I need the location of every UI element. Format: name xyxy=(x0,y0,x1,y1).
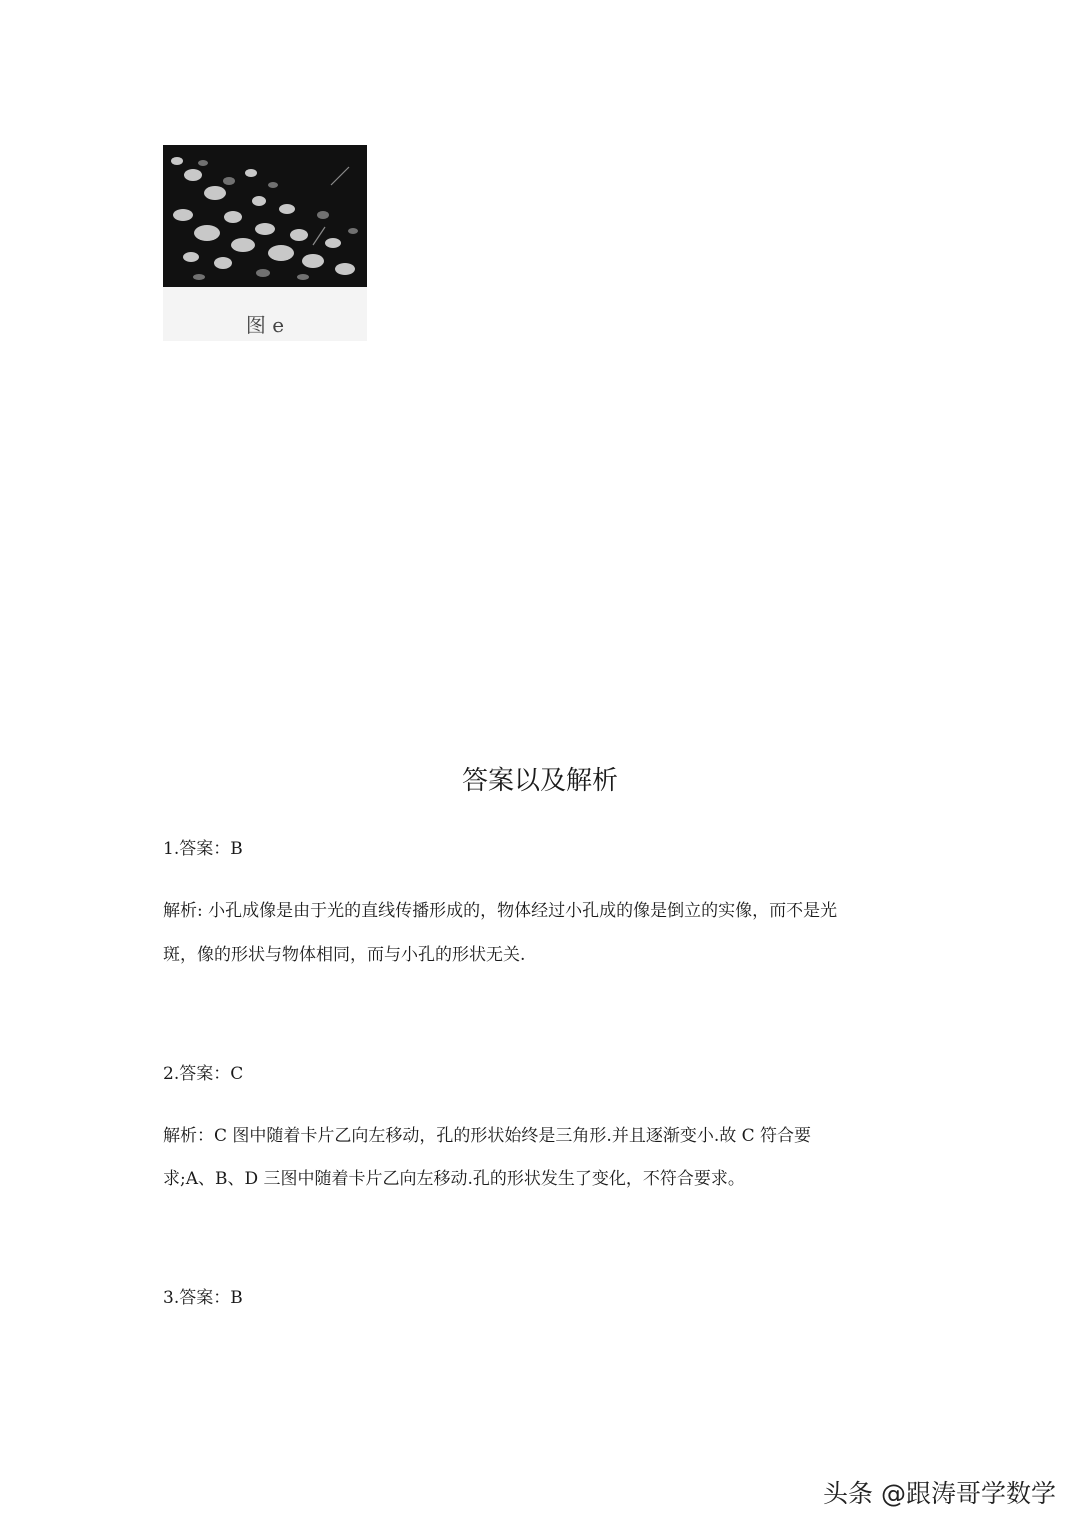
analysis-1-line-2: 斑，像的形状与物体相同，而与小孔的形状无关. xyxy=(163,945,526,965)
photo-light-spots xyxy=(163,145,367,287)
watermark: 头条 @跟涛哥学数学 xyxy=(823,1479,1056,1508)
figure-caption: 图 e xyxy=(245,313,285,337)
figure-e xyxy=(163,145,367,341)
answer-3: 3.答案：B xyxy=(163,1288,243,1308)
analysis-2-line-1: 解析：C 图中随着卡片乙向左移动，孔的形状始终是三角形.并且逐渐变小.故 C 符合要 xyxy=(163,1126,812,1146)
answer-2: 2.答案：C xyxy=(163,1064,244,1084)
analysis-2-line-2: 求;A、B、D 三图中随着卡片乙向左移动.孔的形状发生了变化，不符合要求。 xyxy=(163,1169,745,1189)
section-title: 答案以及解析 xyxy=(461,766,618,796)
analysis-1-line-1: 解析: 小孔成像是由于光的直线传播形成的，物体经过小孔成的像是倒立的实像，而不是光 xyxy=(163,901,838,921)
answer-1: 1.答案：B xyxy=(163,839,243,859)
